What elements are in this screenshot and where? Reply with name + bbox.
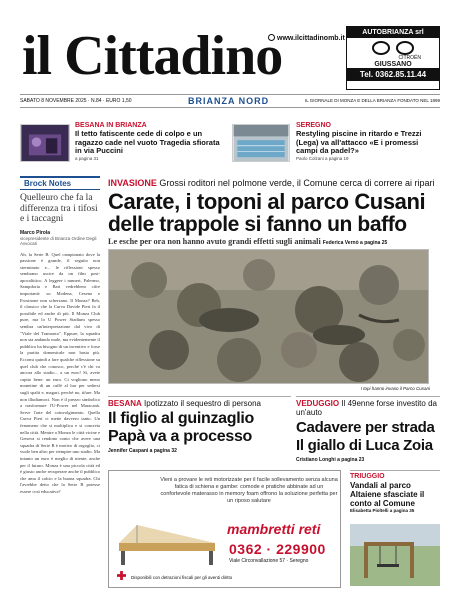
- ad-brand: mambretti reti: [227, 521, 321, 537]
- mambretti-ad[interactable]: [108, 470, 341, 588]
- top-ad-logos: [347, 41, 439, 55]
- teaser-seregno[interactable]: [232, 118, 440, 170]
- playground-photo: [350, 524, 440, 586]
- sidebar-column: [20, 176, 100, 586]
- ad-disclaimer: Disponibili con detrazioni fiscali per gli aventi diritto: [131, 575, 233, 580]
- ad-phone: 0362 · 229900: [229, 541, 326, 557]
- sidebar-author: Marco Pirola: [20, 229, 51, 236]
- story-headline-1: Il figlio al guinzaglio: [108, 410, 254, 427]
- triuggio-tag: TRIUGGIO: [350, 470, 440, 480]
- lead-headline-2[interactable]: delle trappole si fanno un baffo: [108, 213, 407, 236]
- lead-subhead: [108, 237, 440, 246]
- story-besana[interactable]: [108, 396, 291, 454]
- lead-kicker-label: INVASIONE: [108, 178, 157, 188]
- medical-cross-icon: [117, 571, 126, 580]
- teaser-title: Il tetto fatiscente cede di colpo e un ragazzo cade nel vuoto Tragedia sfiorata in via Puccini: [75, 129, 220, 155]
- tagline: IL GIORNALE DI MONZA E DELLA BRIANZA FONDATO NEL 1899: [304, 98, 440, 103]
- sidebar-header: Brock Notes: [20, 176, 100, 190]
- story-kicker: VEDUGGIO Il 49enne forse investito da un'auto: [296, 396, 440, 417]
- masthead-title: il Cittadino: [22, 25, 283, 87]
- car-logo-icon: [372, 41, 390, 55]
- sidebar-role: vicepresidente di Brianza Ordine Degli Avvocati: [20, 235, 97, 246]
- story-headline-2: Il giallo di Luca Zoia: [296, 437, 433, 454]
- sidebar-title[interactable]: Quelleuro che fa la differenza tra i tifosi e i taccagni: [20, 193, 98, 224]
- teaser-image: [20, 124, 70, 162]
- masthead-url[interactable]: www.ilcittadinomb.it: [268, 34, 345, 42]
- story-author: Cristiano Longhi a pagina 23: [296, 457, 365, 463]
- top-ad-phone: Tel. 0362.85.11.44: [347, 68, 439, 81]
- region-label: BRIANZA NORD: [188, 96, 270, 106]
- bed-illustration: [117, 513, 219, 569]
- lead-headline-1[interactable]: Carate, i toponi al parco Cusani: [108, 189, 426, 214]
- rats-photo: [109, 250, 429, 384]
- globe-icon: [268, 34, 275, 41]
- story-triuggio[interactable]: [350, 470, 440, 588]
- sidebar-body: Ah, la Serie B. Quel campionato dove la passione è grande, il seguito non sterminato e... le riflessioni spesso sembrano uscire da un film post-apocalittico. A leggere i numeri, Palermo, Sampdoria e Bari vedrebbero cifre importanti: su Modena, Cesena e Frosinone non scherzano. Il Monza? Beh, il classico che la Curva Davide Pieri fa il possibile ed anche di più. Il Monza Club pure, ma lo U Power Stadium spesso sembra un'interpretazione dal vivo di "Viale del Tramonto". Eppure, la squadra non sta andando male, ma evidentemente il pubblico ha bisogno di un incentivo e forse la partita domenicale non basta più. Eccomi quindi a fare qualche riflessione su quel club che conosco, perché c'è chi va ancora allo stadio... a un euro! Sì, avete capito bene: un euro. Ci vogliono meno monetine di un caffè al bar per sedersi sugli spalti e, magari, perché no, tifare. Ma non illudiamoci. Non è il prezzo simbolico a trasformare l'U-Power nel Maracanà. Serve l'arte del coinvolgimento. Quella Curva Pieri ci mette davvero tanto. Un fenomeno che si moltiplica e si concreta nella città. Mentre a Monza le città vicine e Genova si rendono conto che avere una squadra di Serie B è motivo di orgoglio, ci vuole ben altro per riempire uno stadio. Ma intanto un euro è meglio di niente, anche per il futuro. Monza è una piccola città ed è giusto anche recuperare anche il pubblico che ama il calcio e la buona squadra. Chi l'avrebbe detto che la Serie B potesse essere così educativa?: [20, 251, 100, 494]
- teaser-image: [232, 124, 290, 162]
- lead-byline: Federica Vernò a pagina 25: [322, 240, 388, 246]
- story-veduggio[interactable]: [296, 396, 440, 463]
- top-ad[interactable]: [346, 26, 440, 90]
- ad-text: Vieni a provare le reti motorizzate per il facile sollevamento senza alcuna fatica di schiena e gambe: comode e pratiche abbinate ad un confortevole materasso in memory foam offrono la soluzione perfetta per un riposo salutare: [160, 477, 338, 504]
- teaser-besana[interactable]: [20, 118, 225, 170]
- top-ad-sub: CITROËN: [398, 55, 421, 61]
- triuggio-title: Vandali al parco Altaiene sfasciate il conto al Comune: [350, 481, 425, 508]
- story-kicker: BESANA Ipotizzato il sequestro di persona: [108, 396, 291, 408]
- story-author: Jennifer Caspani a pagina 32: [108, 448, 177, 454]
- dateline: [20, 94, 440, 108]
- top-ad-city: GIUSSANO: [374, 61, 412, 68]
- teaser-title: Restyling piscine in ritardo e Trezzi (Lega) va all'attacco «E i promessi campi da padel?»: [296, 129, 422, 155]
- car-logo-icon: [396, 41, 414, 55]
- lead-photo-caption: I topi hanno invaso il Parco Cusani: [360, 386, 430, 391]
- ad-address: Viale Circonvallazione 57 · Seregno: [229, 558, 309, 564]
- lead-kicker: [108, 178, 440, 188]
- story-headline-1: Cadavere per strada: [296, 419, 435, 436]
- date-text: SABATO 8 NOVEMBRE 2025 · N.84 · EURO 1,50: [20, 98, 132, 104]
- story-headline-2: Papà va a processo: [108, 428, 253, 445]
- lead-sub: Le esche per ora non hanno avuto grandi effetti sugli animali: [108, 237, 321, 246]
- teaser-tag: SEREGNO: [296, 122, 332, 129]
- teaser-tag: BESANA IN BRIANZA: [75, 122, 147, 129]
- teaser-page: a pagina 31: [75, 155, 99, 161]
- teaser-page: Paolo Colzani a pagina 19: [296, 155, 349, 161]
- triuggio-author: Elisabetta Pioltelli a pagina 35: [350, 508, 415, 513]
- lead-photo: [108, 249, 429, 384]
- top-ad-brand: AUTOBRIANZA srl: [347, 27, 439, 38]
- lead-kicker-text: Grossi roditori nel polmone verde, il Comune cerca di correre ai ripari: [159, 178, 435, 188]
